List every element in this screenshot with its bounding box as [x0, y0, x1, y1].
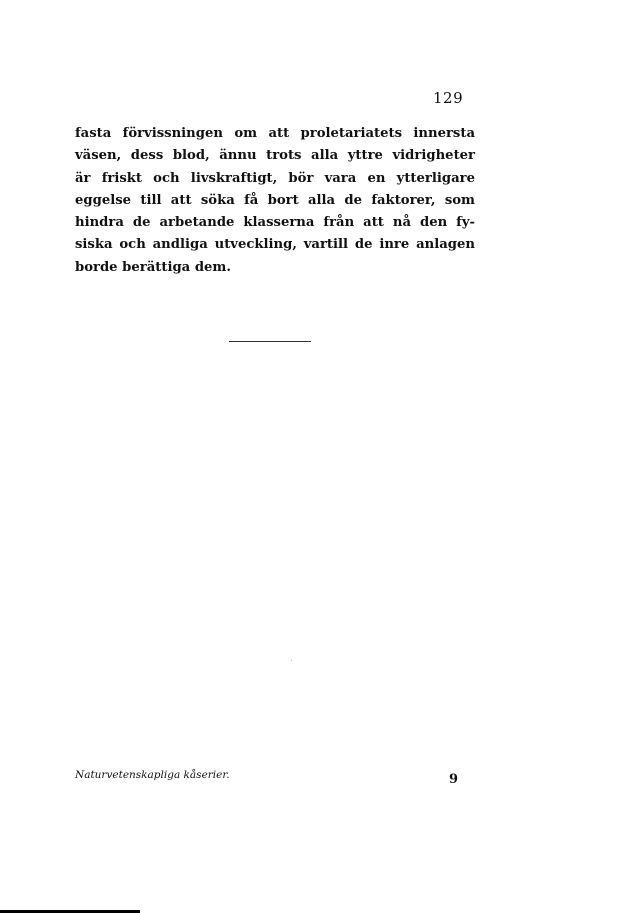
- paper-speck: [291, 660, 292, 661]
- text-line: väsen, dess blod, ännu trots alla yttre vidrigheter: [75, 148, 475, 164]
- footer-signature: 9: [449, 772, 459, 787]
- body-paragraph: [75, 123, 475, 279]
- text-line: är friskt och livskraftigt, bör vara en ytterligare: [75, 170, 475, 186]
- text-line: borde berättiga dem.: [75, 259, 231, 275]
- page-number: 129: [433, 89, 464, 107]
- section-divider: [229, 341, 311, 342]
- text-line: eggelse till att söka få bort alla de faktorer, som: [75, 192, 475, 208]
- text-line: fasta förvissningen om att proletariatets innersta: [75, 126, 475, 141]
- footer-title: Naturvetenskapliga kåserier.: [75, 769, 230, 781]
- text-line: hindra de arbetande klasserna från att nå den fy-: [75, 215, 475, 231]
- text-line: siska och andliga utveckling, vartill de inre anlagen: [75, 237, 475, 253]
